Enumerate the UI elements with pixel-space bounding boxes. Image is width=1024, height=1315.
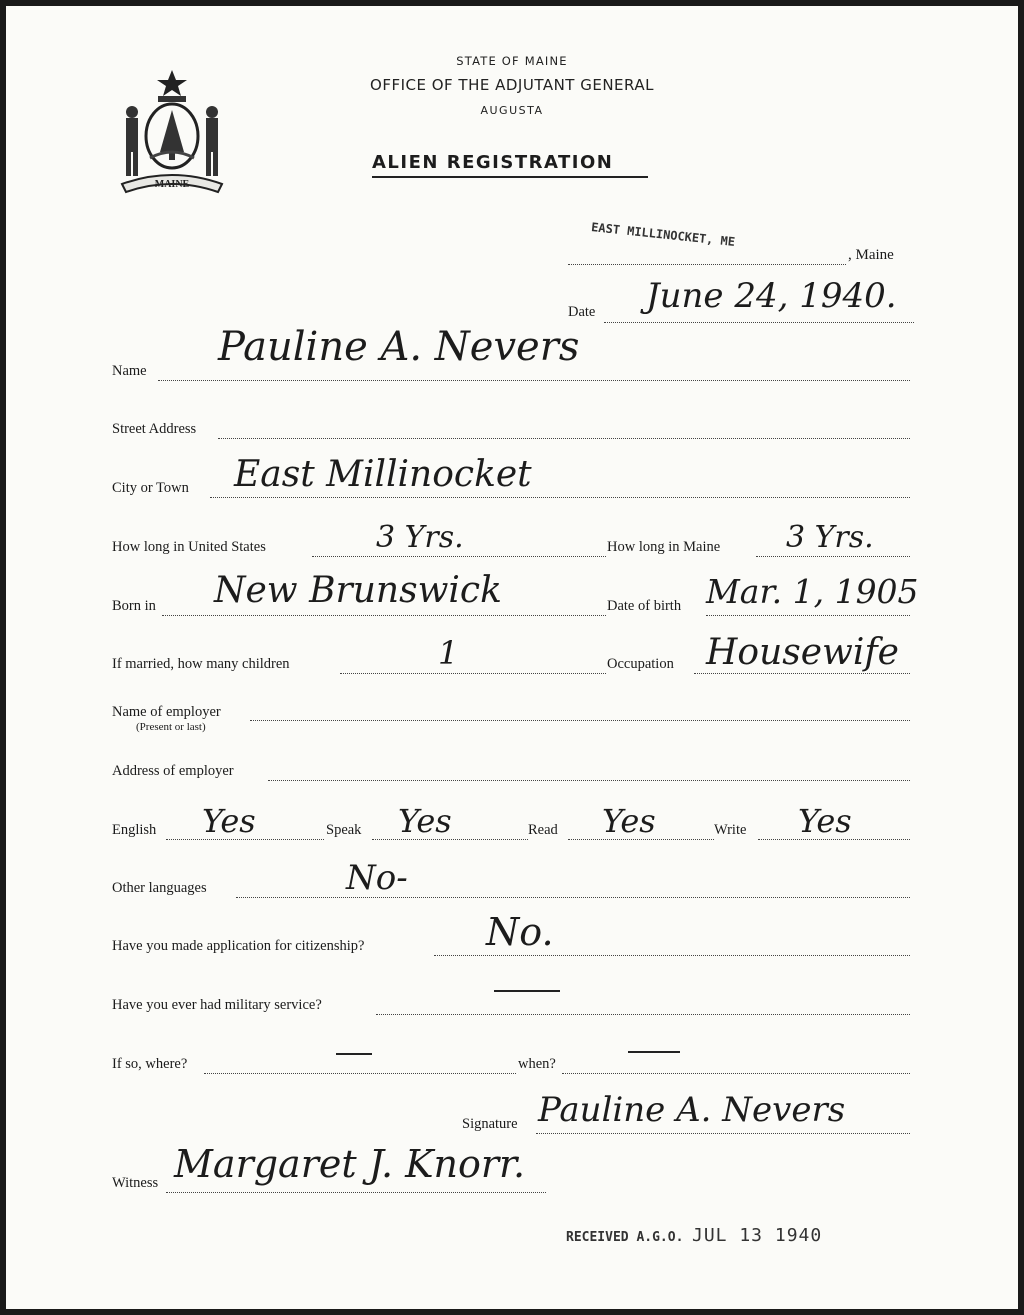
write-label: Write [714,822,747,838]
received-stamp-prefix: RECEIVED A.G.O. [566,1230,684,1245]
military-dash [494,990,560,992]
city-heading: AUGUSTA [480,104,544,117]
other-languages-value[interactable]: No- [346,858,408,898]
speak-label: Speak [326,822,362,838]
read-value[interactable]: Yes [602,802,656,840]
city-value[interactable]: East Millinocket [234,454,532,495]
town-stamp: EAST MILLINOCKET, ME [590,220,736,250]
occupation-label: Occupation [607,656,674,672]
military-label: Have you ever had military service? [112,997,322,1013]
received-stamp-date: JUL 13 1940 [692,1225,823,1246]
street-label: Street Address [112,421,197,437]
title-underline [372,176,648,178]
date-label: Date [568,304,596,320]
signature-label: Signature [462,1116,518,1132]
children-value[interactable]: 1 [438,634,459,672]
write-value[interactable]: Yes [798,802,852,840]
citizenship-value[interactable]: No. [486,910,554,954]
born-label: Born in [112,598,156,614]
where-label: If so, where? [112,1056,188,1072]
state-heading: STATE OF MAINE [456,54,568,68]
employer-label: Name of employer [112,704,221,720]
city-label: City or Town [112,480,189,496]
maine-duration-label: How long in Maine [607,539,721,555]
maine-suffix: , Maine [848,247,894,263]
name-value[interactable]: Pauline A. Nevers [218,324,580,370]
employer-address-label: Address of employer [112,763,234,779]
english-value[interactable]: Yes [202,802,256,840]
form-title: ALIEN REGISTRATION [372,152,614,173]
signature-value[interactable]: Pauline A. Nevers [538,1090,846,1130]
dob-value[interactable]: Mar. 1, 1905 [706,572,919,611]
date-value[interactable]: June 24, 1940. [646,276,897,316]
citizenship-label: Have you made application for citizenship? [112,938,365,954]
witness-label: Witness [112,1175,159,1191]
when-dash [628,1051,680,1053]
us-duration-value[interactable]: 3 Yrs. [376,520,464,555]
seal-banner-text: MAINE [154,179,190,190]
when-label: when? [518,1056,556,1072]
english-label: English [112,822,157,838]
maine-duration-value[interactable]: 3 Yrs. [786,520,874,555]
witness-value[interactable]: Margaret J. Knorr. [174,1142,526,1186]
name-label: Name [112,363,147,379]
where-dash [336,1053,372,1055]
dob-label: Date of birth [607,598,682,614]
office-heading: OFFICE OF THE ADJUTANT GENERAL [370,76,654,94]
speak-value[interactable]: Yes [398,802,452,840]
form-page [6,6,1018,1309]
us-duration-label: How long in United States [112,539,266,555]
other-languages-label: Other languages [112,880,207,896]
read-label: Read [528,822,558,838]
employer-sublabel: (Present or last) [136,721,206,733]
born-value[interactable]: New Brunswick [214,570,502,611]
occupation-value[interactable]: Housewife [706,632,899,673]
children-label: If married, how many children [112,656,290,672]
